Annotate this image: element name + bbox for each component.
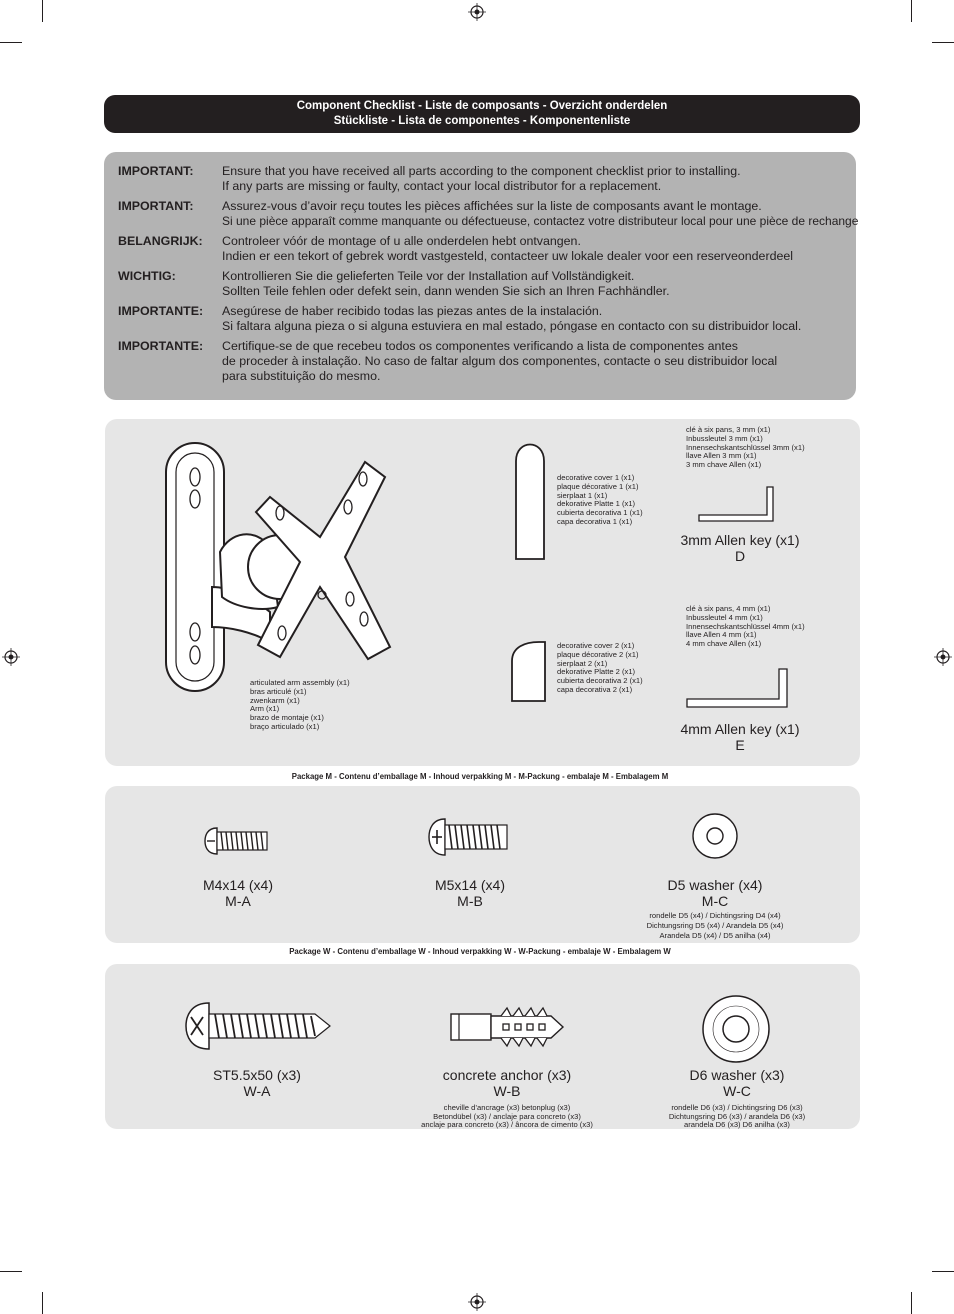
item-note: Dichtungsring D6 (x3) / arandela D6 (x3) bbox=[668, 1111, 806, 1121]
key3-labels bbox=[686, 426, 805, 470]
cover2-label: sierplaat 2 (x1) bbox=[557, 658, 608, 668]
item-note: anclaje para concreto (x3) / âncora de cimento (x3) bbox=[421, 1120, 593, 1129]
crop-mark bbox=[42, 0, 43, 22]
notice-label: BELANGRIJK: bbox=[118, 234, 203, 248]
notice-line: Kontrollieren Sie die gelieferten Teile vor der Installation auf Vollständigkeit. bbox=[222, 269, 635, 283]
allen-key-3mm-icon bbox=[697, 485, 781, 525]
washer-d5-icon bbox=[691, 812, 739, 860]
crop-mark bbox=[0, 42, 22, 43]
package-m-title: Package M - Contenu d’emballage M - Inhoud verpakking M - M-Packung - embalaje M - Embalagem M bbox=[291, 772, 669, 781]
key4-caption bbox=[665, 721, 815, 753]
m-c-notes bbox=[615, 911, 815, 941]
package-w-panel bbox=[105, 964, 860, 1129]
w-a-caption bbox=[182, 1067, 332, 1099]
notice-line: Ensure that you have received all parts according to the component checklist prior to installing. bbox=[222, 164, 741, 178]
arm-label: zwenkarm (x1) bbox=[250, 695, 300, 705]
item-code: M-A bbox=[225, 893, 251, 909]
header-line2: Stückliste - Lista de componentes - Komponentenliste bbox=[333, 115, 631, 127]
notice-line: Si faltara alguna pieza o si alguna estuviera en mal estado, póngase en contacto con su distribuidor local. bbox=[222, 319, 802, 333]
item-code: M-C bbox=[701, 893, 729, 909]
arm-label: Arm (x1) bbox=[250, 704, 280, 714]
decorative-cover-2-icon bbox=[509, 639, 549, 705]
important-notice-box bbox=[104, 152, 859, 400]
cover1-labels bbox=[557, 474, 643, 527]
item-note: Betondübel (x3) / anclaje para concreto (x3) bbox=[433, 1111, 581, 1121]
cover2-labels bbox=[557, 642, 643, 695]
registration-mark-icon bbox=[468, 3, 486, 21]
package-w-title: Package W - Contenu d’emballage W - Inhoud verpakking W - W-Packung - embalaje W - Embalagem W bbox=[289, 947, 671, 956]
cover1-label: capa decorativa 1 (x1) bbox=[557, 516, 633, 526]
crop-mark bbox=[932, 1271, 954, 1272]
allen-key-4mm-icon bbox=[685, 667, 793, 711]
key3-label: llave Allen 3 mm (x1) bbox=[686, 451, 757, 461]
notice-line: de proceder à instalação. No caso de faltar algum dos componentes, contacte o seu distribuidor local bbox=[222, 354, 778, 368]
cover2-label: plaque décorative 2 (x1) bbox=[557, 649, 639, 659]
item-code: W-B bbox=[493, 1083, 521, 1099]
item-note: cheville d’ancrage (x3) betonplug (x3) bbox=[443, 1103, 571, 1112]
crop-mark bbox=[0, 1271, 22, 1272]
key4-label: Innensechskantschlüssel 4mm (x1) bbox=[686, 621, 805, 631]
key4-name: 4mm Allen key (x1) bbox=[680, 721, 800, 737]
registration-mark-icon bbox=[2, 648, 20, 666]
main-parts-panel bbox=[105, 419, 860, 766]
articulated-arm-icon bbox=[160, 437, 440, 697]
arm-label: bras articulé (x1) bbox=[250, 686, 307, 696]
notice-line: If any parts are missing or faulty, contact your local distributor for a replacement. bbox=[222, 179, 662, 193]
item-note: rondelle D5 (x4) / Dichtingsring D4 (x4) bbox=[649, 911, 781, 920]
item-note: rondelle D6 (x3) / Dichtingsring D6 (x3) bbox=[671, 1103, 803, 1112]
decorative-cover-1-icon bbox=[513, 431, 547, 563]
m-a-caption bbox=[163, 877, 313, 909]
w-b-caption bbox=[432, 1067, 582, 1099]
w-b-notes bbox=[392, 1104, 622, 1130]
notice-line: Controleer vóór de montage of u alle onderdelen hebt ontvangen. bbox=[222, 234, 581, 248]
item-name: concrete anchor (x3) bbox=[442, 1067, 572, 1083]
concrete-anchor-icon bbox=[447, 1006, 567, 1048]
registration-mark-icon bbox=[934, 648, 952, 666]
key4-label: clé à six pans, 4 mm (x1) bbox=[686, 604, 771, 613]
item-code: W-A bbox=[243, 1083, 271, 1099]
key4-label: Inbussleutel 4 mm (x1) bbox=[686, 612, 763, 622]
key4-labels bbox=[686, 605, 805, 649]
key3-code: D bbox=[734, 548, 746, 564]
washer-d6-icon bbox=[701, 994, 771, 1064]
notice-label: IMPORTANT: bbox=[118, 199, 194, 213]
item-name: ST5.5x50 (x3) bbox=[213, 1067, 301, 1083]
key3-label: 3 mm chave Allen (x1) bbox=[686, 460, 762, 470]
cover2-label: cubierta decorativa 2 (x1) bbox=[557, 676, 643, 686]
key3-caption bbox=[665, 532, 815, 564]
key4-code: E bbox=[735, 737, 745, 753]
screw-m5-icon bbox=[427, 816, 511, 858]
notice-line: Si une pièce apparaît comme manquante ou défectueuse, contactez votre distributeur local pour une pièce de rechange bbox=[222, 214, 859, 228]
m-c-caption bbox=[640, 877, 790, 909]
w-c-caption bbox=[662, 1067, 812, 1099]
cover1-label: decorative cover 1 (x1) bbox=[557, 473, 635, 482]
crop-mark bbox=[42, 1292, 43, 1314]
notice-label: IMPORTANTE: bbox=[118, 339, 204, 353]
item-name: M4x14 (x4) bbox=[202, 877, 274, 893]
notice-label: IMPORTANT: bbox=[118, 164, 194, 178]
crop-mark bbox=[911, 0, 912, 22]
arm-label: brazo de montaje (x1) bbox=[250, 713, 324, 723]
notice-line: Certifique-se de que recebeu todos os componentes verificando a lista de componentes antes bbox=[222, 339, 738, 353]
registration-mark-icon bbox=[468, 1293, 486, 1311]
m-b-caption bbox=[395, 877, 545, 909]
item-code: W-C bbox=[723, 1083, 751, 1099]
key4-label: 4 mm chave Allen (x1) bbox=[686, 639, 762, 649]
package-m-panel bbox=[105, 786, 860, 943]
item-name: D6 washer (x3) bbox=[689, 1067, 785, 1083]
item-name: M5x14 (x4) bbox=[434, 877, 506, 893]
arm-label: articulated arm assembly (x1) bbox=[250, 678, 350, 687]
arm-label: braço articulado (x1) bbox=[250, 721, 320, 731]
cover1-label: plaque décorative 1 (x1) bbox=[557, 481, 639, 491]
screw-st55x50-icon bbox=[183, 1000, 333, 1052]
key3-name: 3mm Allen key (x1) bbox=[680, 532, 800, 548]
notice-line: para substituição do mesmo. bbox=[222, 369, 381, 383]
key3-label: Inbussleutel 3 mm (x1) bbox=[686, 433, 763, 443]
notice-line: Indien er een tekort of gebrek wordt vastgesteld, contacteer uw lokale dealer voor een reserveonderdeel bbox=[222, 249, 793, 263]
cover2-label: dekorative Platte 2 (x1) bbox=[557, 667, 636, 677]
header-line1: Component Checklist - Liste de composants - Overzicht onderdelen bbox=[296, 100, 668, 112]
cover1-label: sierplaat 1 (x1) bbox=[557, 490, 608, 500]
key3-label: Innensechskantschlüssel 3mm (x1) bbox=[686, 442, 805, 452]
notice-label: WICHTIG: bbox=[118, 269, 176, 283]
item-code: M-B bbox=[457, 893, 483, 909]
cover1-label: dekorative Platte 1 (x1) bbox=[557, 499, 636, 509]
item-note: Dichtungsring D5 (x4) / Arandela D5 (x4) bbox=[646, 921, 784, 930]
key4-label: llave Allen 4 mm (x1) bbox=[686, 630, 757, 640]
cover2-label: capa decorativa 2 (x1) bbox=[557, 684, 633, 694]
notice-label: IMPORTANTE: bbox=[118, 304, 204, 318]
w-c-notes bbox=[637, 1104, 837, 1130]
crop-mark bbox=[911, 1292, 912, 1314]
key3-label: clé à six pans, 3 mm (x1) bbox=[686, 425, 771, 434]
screw-m4-icon bbox=[203, 824, 271, 858]
checklist-header bbox=[104, 95, 860, 133]
notice-line: Assurez-vous d’avoir reçu toutes les pièces affichées sur la liste de composants avant le montage. bbox=[222, 199, 762, 213]
notice-line: Asegúrese de haber recibido todas las piezas antes de la instalación. bbox=[222, 304, 603, 318]
cover2-label: decorative cover 2 (x1) bbox=[557, 641, 635, 650]
arm-labels bbox=[250, 679, 350, 732]
crop-mark bbox=[932, 42, 954, 43]
cover1-label: cubierta decorativa 1 (x1) bbox=[557, 508, 643, 518]
item-note: Arandela D5 (x4) / D5 anilha (x4) bbox=[659, 931, 771, 940]
item-name: D5 washer (x4) bbox=[667, 877, 763, 893]
notice-line: Sollten Teile fehlen oder defekt sein, dann wenden Sie sich an Ihren Fachhändler. bbox=[222, 284, 670, 298]
item-note: arandela D6 (x3) D6 anilha (x3) bbox=[684, 1120, 790, 1129]
